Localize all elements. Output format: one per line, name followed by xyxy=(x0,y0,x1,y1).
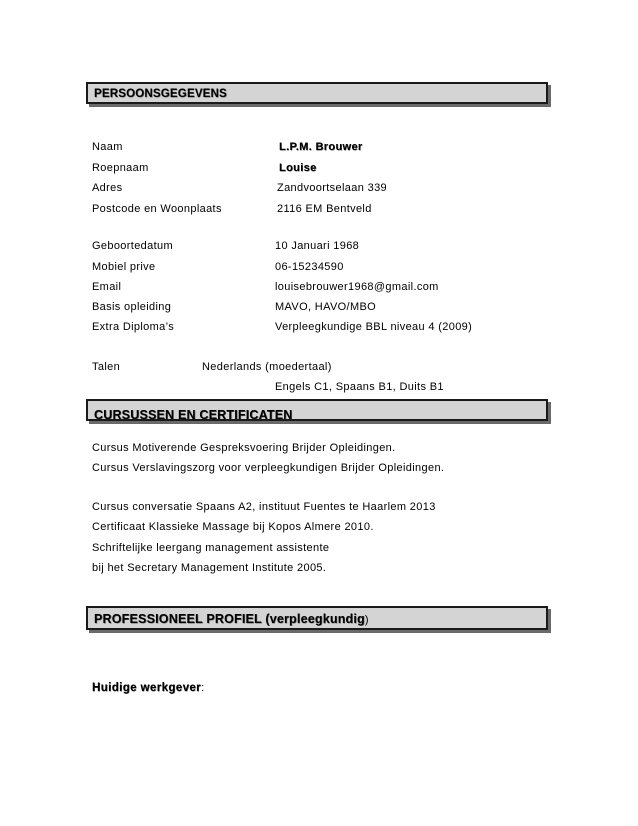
dob-value: 10 Januari 1968 xyxy=(275,240,360,252)
mobile-label: Mobiel prive xyxy=(92,261,156,273)
section-header-courses xyxy=(86,399,548,421)
email-label: Email xyxy=(92,281,122,293)
education-value: MAVO, HAVO/MBO xyxy=(275,301,377,313)
postcode-label: Postcode en Woonplaats xyxy=(92,203,222,215)
callname-label: Roepnaam xyxy=(92,162,149,174)
section-title-personal: PERSOONSGEGEVENS xyxy=(94,88,227,100)
languages-label: Talen xyxy=(92,361,121,373)
course-item: Cursus Verslavingszorg voor verpleegkundigen Brijder Opleidingen. xyxy=(92,462,445,474)
section-title-profile-tail: ) xyxy=(364,614,369,626)
name-label: Naam xyxy=(92,141,123,153)
course-item: Certificaat Klassieke Massage bij Kopos Almere 2010. xyxy=(92,521,374,533)
section-title-profile-main: PROFESSIONEEL PROFIEL (verpleegkundig xyxy=(94,612,365,626)
section-header-profile xyxy=(86,606,548,630)
address-label: Adres xyxy=(92,182,123,194)
extra-diplomas-label: Extra Diploma’s xyxy=(92,321,175,333)
extra-diplomas-value: Verpleegkundige BBL niveau 4 (2009) xyxy=(275,321,473,333)
course-item: Cursus Motiverende Gespreksvoering Brijder Opleidingen. xyxy=(92,442,396,454)
languages-value-other: Engels C1, Spaans B1, Duits B1 xyxy=(275,381,444,393)
section-title-profile xyxy=(94,612,369,626)
mobile-value: 06-15234590 xyxy=(275,261,344,273)
course-item: bij het Secretary Management Institute 2005. xyxy=(92,562,327,574)
address-value: Zandvoortselaan 339 xyxy=(277,182,388,194)
course-item: Cursus conversatie Spaans A2, instituut Fuentes te Haarlem 2013 xyxy=(92,501,436,513)
employer-line xyxy=(92,682,204,694)
name-value: L.P.M. Brouwer xyxy=(279,141,363,153)
employer-label: Huidige werkgever xyxy=(92,682,202,694)
education-label: Basis opleiding xyxy=(92,301,172,313)
postcode-value: 2116 EM Bentveld xyxy=(277,203,372,215)
email-value: louisebrouwer1968@gmail.com xyxy=(275,281,439,293)
languages-value-native: Nederlands (moedertaal) xyxy=(202,361,332,373)
callname-value: Louise xyxy=(279,162,317,174)
section-header-personal xyxy=(86,82,548,104)
course-item: Schriftelijke leergang management assistente xyxy=(92,542,330,554)
dob-label: Geboortedatum xyxy=(92,240,173,252)
section-title-courses: CURSUSSEN EN CERTIFICATEN xyxy=(94,408,293,421)
employer-colon: : xyxy=(201,682,205,694)
